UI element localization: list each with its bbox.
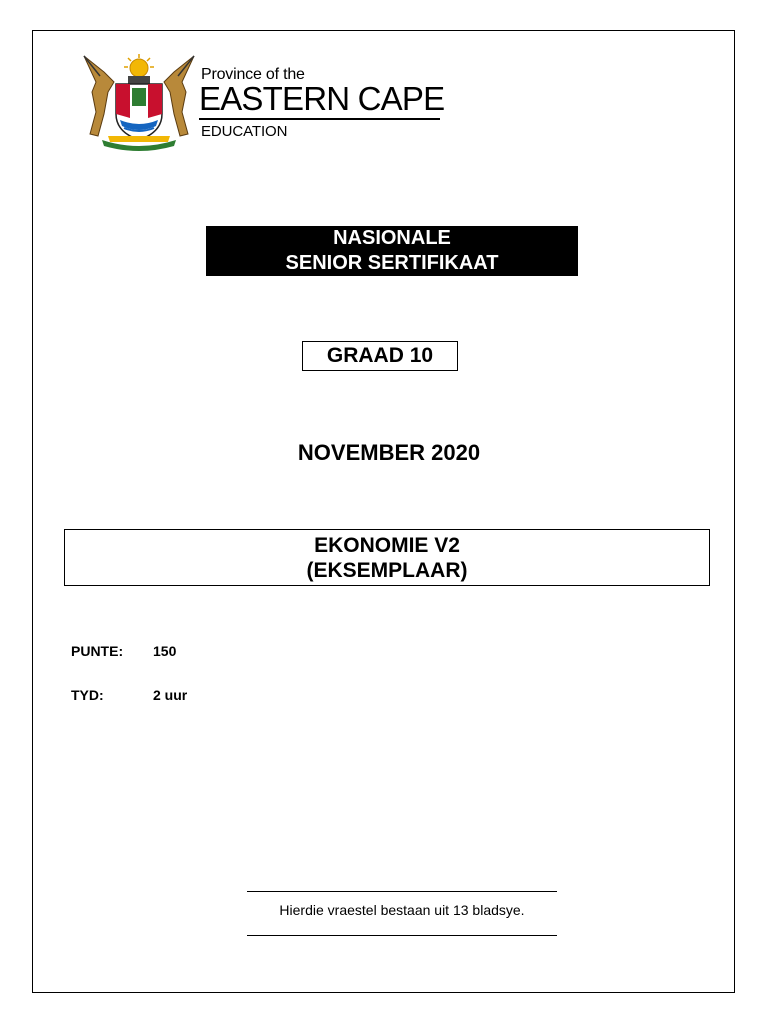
logo-divider (199, 118, 440, 120)
coat-of-arms-icon (78, 52, 200, 152)
footer-bottom-rule (247, 935, 557, 936)
footer-top-rule (247, 891, 557, 892)
time-value: 2 uur (153, 687, 188, 703)
title-line-2: SENIOR SERTIFIKAAT (285, 252, 499, 274)
logo-province-text: Province of the (201, 66, 305, 83)
logo-eastern-cape-text: EASTERN CAPE (199, 80, 445, 117)
marks-value: 150 (153, 643, 177, 659)
marks-label: PUNTE: (71, 643, 124, 659)
subject-line-1: EKONOMIE V2 (314, 534, 460, 557)
page-count-note: Hierdie vraestel bestaan uit 13 bladsye. (279, 902, 525, 918)
time-label: TYD: (71, 687, 104, 703)
page-border (32, 30, 735, 993)
subject-box (64, 529, 710, 586)
logo-education-text: EDUCATION (201, 123, 288, 140)
grade-label: GRAAD 10 (302, 341, 458, 371)
exam-date: NOVEMBER 2020 (297, 440, 481, 465)
title-line-1: NASIONALE (333, 227, 451, 249)
exam-title-banner (206, 226, 578, 276)
subject-line-2: (EKSEMPLAAR) (306, 559, 468, 582)
